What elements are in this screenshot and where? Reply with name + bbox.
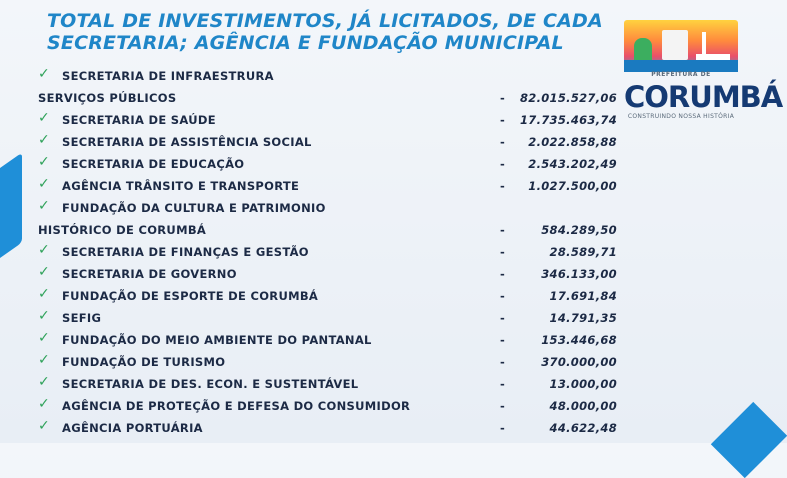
item-dash: - (500, 377, 505, 391)
logo-illustration (624, 20, 738, 72)
item-value: 17.691,84 (549, 289, 617, 303)
check-icon: ✓ (38, 396, 50, 412)
item-dash: - (500, 333, 505, 347)
item-label: SEFIG (62, 311, 102, 325)
list-item (0, 396, 753, 417)
item-value: 370.000,00 (541, 355, 617, 369)
item-label: AGÊNCIA TRÂNSITO E TRANSPORTE (62, 179, 300, 193)
item-value: 48.000,00 (549, 399, 617, 413)
check-icon: ✓ (38, 154, 50, 170)
list-item (0, 308, 753, 329)
check-icon: ✓ (38, 352, 50, 368)
list-item (0, 198, 753, 219)
check-icon: ✓ (38, 418, 50, 434)
title-line-1: TOTAL DE INVESTIMENTOS, JÁ LICITADOS, DE CADA (47, 10, 603, 32)
item-label: SECRETARIA DE GOVERNO (62, 267, 237, 281)
check-icon: ✓ (38, 308, 50, 324)
list-item (0, 286, 753, 307)
item-label: SECRETARIA DE SAÚDE (62, 113, 216, 127)
item-dash: - (500, 113, 505, 127)
logo-name: CORUMBÁ (624, 80, 783, 114)
list-item (0, 66, 753, 87)
item-label: SECRETARIA DE EDUCAÇÃO (62, 157, 245, 171)
item-label: AGÊNCIA DE PROTEÇÃO E DEFESA DO CONSUMIDOR (62, 399, 411, 413)
item-value: 2.543.202,49 (528, 157, 617, 171)
check-icon: ✓ (38, 242, 50, 258)
check-icon: ✓ (38, 66, 50, 82)
item-value: 82.015.527,06 (519, 91, 617, 105)
item-label: AGÊNCIA PORTUÁRIA (62, 421, 203, 435)
item-label: FUNDAÇÃO DO MEIO AMBIENTE DO PANTANAL (62, 333, 372, 347)
item-value: 28.589,71 (549, 245, 617, 259)
item-dash: - (500, 157, 505, 171)
item-value: 44.622,48 (549, 421, 617, 435)
item-value: 13.000,00 (549, 377, 617, 391)
item-label: SECRETARIA DE ASSISTÊNCIA SOCIAL (62, 135, 312, 149)
item-value: 17.735.463,74 (519, 113, 617, 127)
item-label: HISTÓRICO DE CORUMBÁ (38, 223, 207, 237)
check-icon: ✓ (38, 374, 50, 390)
check-icon: ✓ (38, 110, 50, 126)
list-item (0, 374, 753, 395)
list-item (0, 242, 753, 263)
logo-prefix: PREFEITURA DE (651, 71, 711, 78)
check-icon: ✓ (38, 132, 50, 148)
check-icon: ✓ (38, 176, 50, 192)
item-dash: - (500, 223, 505, 237)
item-value: 584.289,50 (541, 223, 617, 237)
item-label: FUNDAÇÃO DE ESPORTE DE CORUMBÁ (62, 289, 319, 303)
item-dash: - (500, 135, 505, 149)
item-label: FUNDAÇÃO DE TURISMO (62, 355, 226, 369)
list-item (0, 352, 753, 373)
item-dash: - (500, 289, 505, 303)
list-item (0, 264, 753, 285)
item-label: SECRETARIA DE FINANÇAS E GESTÃO (62, 245, 309, 259)
item-label: SECRETARIA DE INFRAESTRURA (62, 69, 274, 83)
item-value: 1.027.500,00 (528, 179, 617, 193)
item-label: FUNDAÇÃO DA CULTURA E PATRIMONIO (62, 201, 326, 215)
page-title (47, 10, 603, 54)
list-item (0, 418, 753, 439)
logo-tagline: CONSTRUINDO NOSSA HISTÓRIA (627, 113, 735, 120)
item-dash: - (500, 311, 505, 325)
item-value: 2.022.858,88 (528, 135, 617, 149)
check-icon: ✓ (38, 264, 50, 280)
check-icon: ✓ (38, 330, 50, 346)
list-item (0, 154, 753, 175)
list-item (0, 110, 753, 131)
check-icon: ✓ (38, 198, 50, 214)
list-item (0, 132, 753, 153)
check-icon: ✓ (38, 286, 50, 302)
list-item (0, 330, 753, 351)
item-dash: - (500, 245, 505, 259)
item-value: 153.446,68 (541, 333, 617, 347)
title-line-2: SECRETARIA; AGÊNCIA E FUNDAÇÃO MUNICIPAL (47, 32, 564, 54)
item-label: SERVIÇOS PÚBLICOS (38, 91, 177, 105)
item-dash: - (500, 179, 505, 193)
list-item (0, 176, 753, 197)
item-dash: - (500, 91, 505, 105)
item-dash: - (500, 355, 505, 369)
item-dash: - (500, 267, 505, 281)
item-value: 14.791,35 (549, 311, 617, 325)
list-item (0, 220, 753, 241)
item-dash: - (500, 399, 505, 413)
item-label: SECRETARIA DE DES. ECON. E SUSTENTÁVEL (62, 377, 359, 391)
item-dash: - (500, 421, 505, 435)
list-item (0, 88, 753, 109)
item-value: 346.133,00 (541, 267, 617, 281)
